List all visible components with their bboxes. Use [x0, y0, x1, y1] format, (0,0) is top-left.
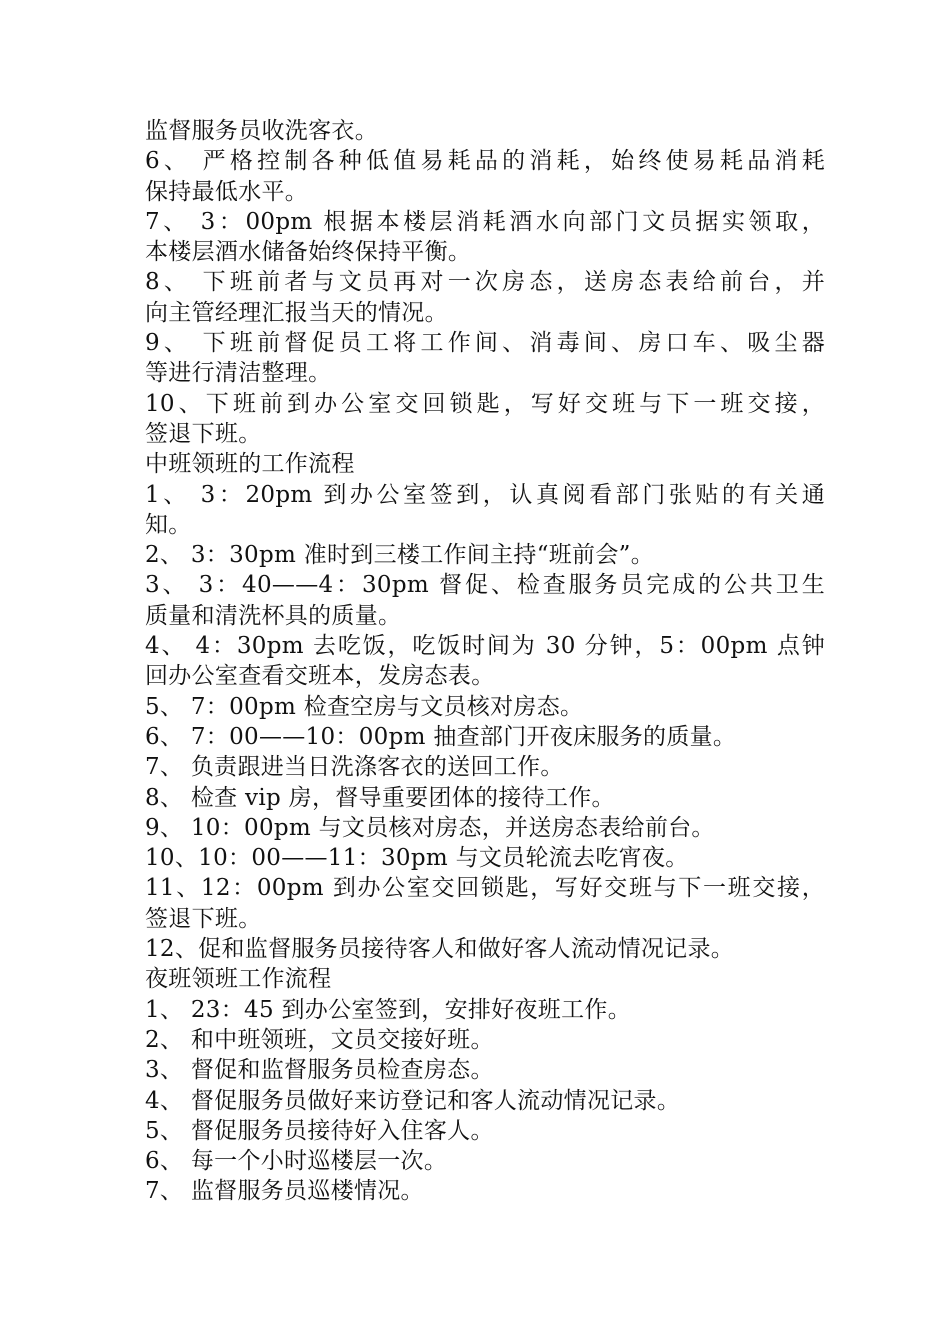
text-line: 本楼层酒水储备始终保持平衡。 — [145, 239, 472, 266]
text-line: 6、 每一个小时巡楼层一次。 — [145, 1148, 448, 1175]
section-heading-night-shift: 夜班领班工作流程 — [145, 966, 332, 993]
text-line: 回办公室查看交班本，发房态表。 — [145, 663, 495, 690]
text-line: 1、 23：45 到办公室签到，安排好夜班工作。 — [145, 996, 631, 1023]
text-line: 7、 负责跟进当日洗涤客衣的送回工作。 — [145, 754, 564, 781]
text-line: 质量和清洗杯具的质量。 — [145, 602, 402, 629]
text-line: 10、10：00——11：30pm 与文员轮流去吃宵夜。 — [145, 845, 689, 872]
text-line: 5、 7：00pm 检查空房与文员核对房态。 — [145, 693, 584, 720]
text-line: 签退下班。 — [145, 905, 262, 932]
text-line: 12、促和监督服务员接待客人和做好客人流动情况记录。 — [145, 936, 735, 963]
text-line: 知。 — [145, 511, 192, 538]
text-line: 签退下班。 — [145, 420, 262, 447]
text-line: 1、 3：20pm 到办公室签到，认真阅看部门张贴的有关通 — [145, 481, 825, 508]
text-line: 6、 严格控制各种低值易耗品的消耗，始终使易耗品消耗 — [145, 148, 825, 175]
text-line: 9、 10：00pm 与文员核对房态，并送房态表给前台。 — [145, 814, 715, 841]
text-line: 11、12：00pm 到办公室交回锁匙，写好交班与下一班交接， — [145, 875, 825, 902]
document-body — [145, 116, 825, 1207]
text-line: 7、 监督服务员巡楼情况。 — [145, 1178, 424, 1205]
section-heading-middle-shift: 中班领班的工作流程 — [145, 451, 355, 478]
text-line: 监督服务员收洗客衣。 — [145, 118, 378, 144]
text-line: 8、 检查 vip 房，督导重要团体的接待工作。 — [145, 784, 615, 811]
text-line: 等进行清洁整理。 — [145, 360, 332, 387]
text-line: 6、 7：00——10：00pm 抽查部门开夜床服务的质量。 — [145, 723, 737, 750]
text-line: 3、 督促和监督服务员检查房态。 — [145, 1057, 494, 1084]
text-line: 7、 3：00pm 根据本楼层消耗酒水向部门文员据实领取， — [145, 208, 825, 235]
text-line: 2、 和中班领班，文员交接好班。 — [145, 1026, 494, 1053]
text-line: 8、 下班前者与文员再对一次房态，送房态表给前台，并 — [145, 269, 825, 296]
text-line: 4、 4：30pm 去吃饭，吃饭时间为 30 分钟，5：00pm 点钟 — [145, 633, 825, 660]
text-line: 9、 下班前督促员工将工作间、消毒间、房口车、吸尘器 — [145, 330, 825, 357]
text-line: 4、 督促服务员做好来访登记和客人流动情况记录。 — [145, 1087, 681, 1114]
text-line: 向主管经理汇报当天的情况。 — [145, 299, 448, 326]
text-line: 5、 督促服务员接待好入住客人。 — [145, 1117, 494, 1144]
text-line: 保持最低水平。 — [145, 178, 309, 205]
text-line: 10、下班前到办公室交回锁匙，写好交班与下一班交接， — [145, 390, 825, 417]
text-line: 2、 3：30pm 准时到三楼工作间主持“班前会”。 — [145, 542, 655, 569]
text-line: 3、 3：40——4：30pm 督促、检查服务员完成的公共卫生 — [145, 572, 825, 599]
